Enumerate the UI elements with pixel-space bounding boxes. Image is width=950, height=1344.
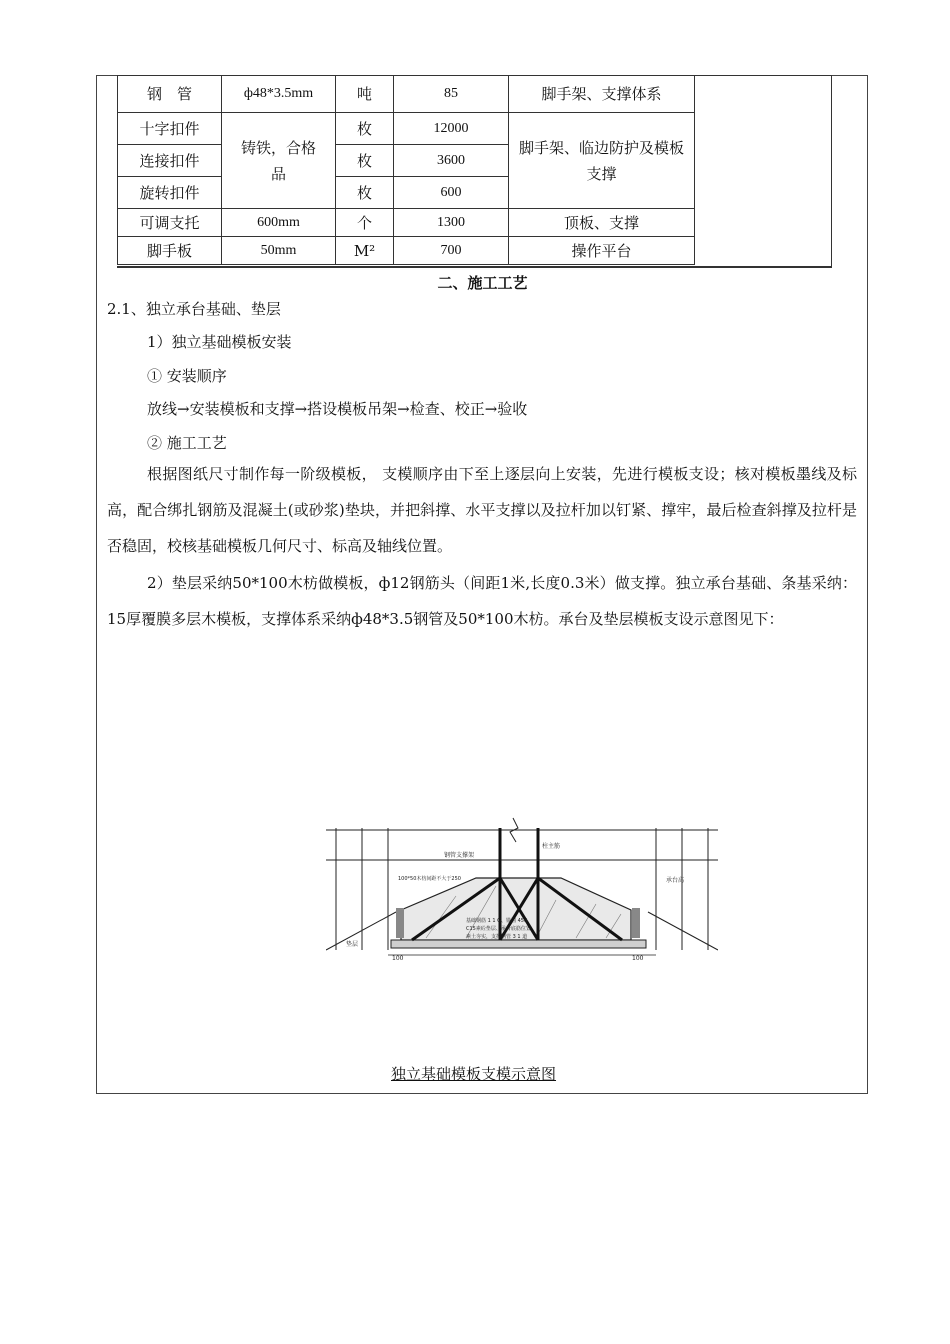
cushion-layer — [391, 940, 646, 948]
label-note-3: 素土夯实，支撑钢管 3 1 道 — [466, 934, 528, 940]
cell-qty: 85 — [394, 76, 509, 113]
item-1: 1）独立基础模板安装 — [147, 333, 292, 351]
label-steel-support: 钢管支撑架 — [444, 852, 475, 859]
paragraph-construction: 根据图纸尺寸制作每一阶级模板， 支模顺序由下至上逐层向上安装，先进行模板支设；核对模板墨线及标高，配合绑扎钢筋及混凝土(或砂浆)垫块，并把斜撑、水平支撑以及拉杆加以钉紧、撑牢，最后检查斜撑及拉杆是否稳固，校核基础模板几何尺寸、标高及轴线位置。 — [107, 465, 857, 555]
cell-name: 可调支托 — [118, 209, 222, 237]
formwork-diagram — [326, 800, 718, 965]
table-row — [118, 113, 695, 145]
cell-name: 连接扣件 — [118, 145, 222, 177]
sequence-line: 放线→安装模板和支撑→搭设模板吊架→检查、校正→验收 — [147, 400, 528, 418]
cell-spec: 600mm — [222, 209, 336, 237]
cell-qty: 1300 — [394, 209, 509, 237]
table-side-cell — [694, 75, 832, 268]
section-title: 二、施工工艺 — [437, 274, 528, 292]
table-row — [118, 237, 695, 265]
cell-unit: 吨 — [336, 76, 394, 113]
label-side-dim: 承台高 — [666, 877, 685, 884]
cell-use: 脚手架、支撑体系 — [509, 76, 695, 113]
step-2: ② 施工工艺 — [147, 434, 227, 452]
label-wood-spacing: 100*50木枋间距不大于250 — [398, 876, 461, 882]
materials-table — [117, 75, 695, 265]
cell-qty: 3600 — [394, 145, 509, 177]
cell-unit: 枚 — [336, 113, 394, 145]
label-dim-right: 100 — [632, 955, 644, 962]
cell-use: 顶板、支撑 — [509, 209, 695, 237]
cell-unit: M² — [336, 237, 394, 265]
cell-use: 操作平台 — [509, 237, 695, 265]
cell-spec: ф48*3.5mm — [222, 76, 336, 113]
cell-qty: 700 — [394, 237, 509, 265]
table-row — [118, 76, 695, 113]
paragraph-cushion: 2）垫层采纳50*100木枋做模板，ф12钢筋头（间距1米,长度0.3米）做支撑。独立承台基础、条基采纳：15厚覆膜多层木模板，支撑体系采纳ф48*3.5钢管及50*100木枋。承台及垫层模板支设示意图见下： — [107, 574, 857, 628]
step-1: ① 安装顺序 — [147, 367, 227, 385]
cell-qty: 600 — [394, 177, 509, 209]
cell-spec: 铸铁，合格品 — [222, 113, 336, 209]
cell-name: 钢 管 — [118, 76, 222, 113]
label-base: 垫层 — [346, 941, 359, 948]
cell-name: 十字扣件 — [118, 113, 222, 145]
table-row — [118, 209, 695, 237]
cell-spec: 50mm — [222, 237, 336, 265]
table-bottom-rule — [117, 266, 832, 268]
cell-name: 脚手板 — [118, 237, 222, 265]
cell-unit: 枚 — [336, 177, 394, 209]
cell-unit: 枚 — [336, 145, 394, 177]
cell-qty: 12000 — [394, 113, 509, 145]
cell-name: 旋转扣件 — [118, 177, 222, 209]
label-dim-left: 100 — [392, 955, 404, 962]
figure-caption: 独立基础模板支模示意图 — [391, 1065, 557, 1083]
cell-use: 脚手架、临边防护及模板支撑 — [509, 113, 695, 209]
label-column: 柱主筋 — [542, 843, 561, 850]
cell-unit: 个 — [336, 209, 394, 237]
label-note-1: 基础钢筋 1 1 G、锚固 45d — [466, 918, 528, 924]
label-note-2: C15素砼垫层、承台底筋位置 — [466, 926, 531, 932]
heading-2-1: 2.1、独立承台基础、垫层 — [107, 300, 281, 318]
